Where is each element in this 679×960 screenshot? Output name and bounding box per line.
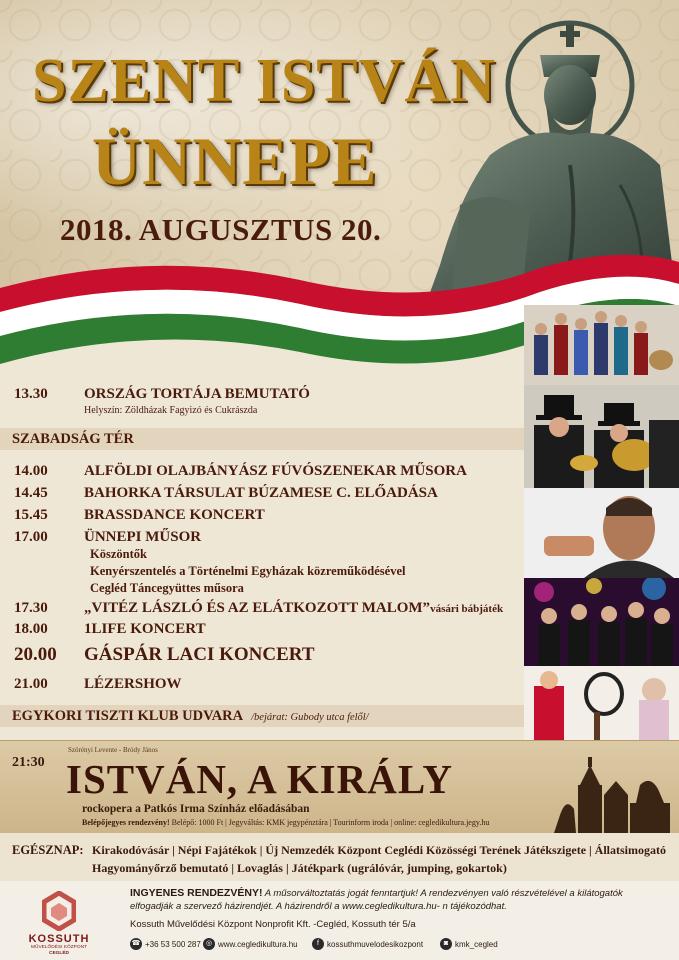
event-1life: 1LIFE KONCERT [84,621,206,637]
puppet-show-photo [524,666,679,743]
phone-contact [130,938,201,950]
time-1730: 17.30 [14,600,48,616]
ticket-info [82,818,489,827]
event-lezershow: LÉZERSHOW [84,676,182,692]
location-note: Helyszín: Zöldházak Fagyizó és Cukrászda [84,405,258,416]
band-concert-photo [524,578,679,666]
time-1700: 17.00 [14,529,48,545]
time-1330: 13.30 [14,386,48,402]
logo-subtitle: MŰVELŐDÉSI KÖZPONT [31,945,87,950]
free-event-bold: INGYENES RENDEZVÉNY! [130,887,263,899]
facebook-icon: f [312,938,324,950]
section-tiszti-klub [0,705,524,727]
folk-dancers-photo [524,305,679,385]
sub-item-kenyerszenteles: Kenyérszentelés a Történelmi Egyházak közreműködésével [90,564,406,578]
section-szabadsag-ter: SZABADSÁG TÉR [0,428,524,450]
title-line1: SZENT ISTVÁN [32,47,496,115]
time-2130: 21:30 [12,755,45,770]
time-1445: 14.45 [14,485,48,501]
time-2100: 21.00 [14,676,48,692]
time-2000: 20.00 [14,644,57,665]
title-line2: ÜNNEPE [92,123,378,199]
event-orszag-tortaja: ORSZÁG TORTÁJA BEMUTATÓ [84,386,310,402]
facebook-contact[interactable] [312,938,423,950]
rock-opera-title: ISTVÁN, A KIRÁLY [66,756,454,802]
event-vitez-laszlo [84,600,503,617]
all-day-line1: Kirakodóvásár | Népi Fajátékok | Új Nemzedék Központ Ceglédi Közösségi Terének Játékszigete | Állatsimogató [92,843,666,857]
ticket-info-bold: Belépőjegyes rendezvény! [82,818,170,827]
kossuth-logo [14,889,104,955]
ticket-info-details: Belépő: 1000 Ft | Jegyváltás: KMK jegypénztára | Tourinform iroda | online: cegledikultura.jegy.hu [169,818,490,827]
instagram-link[interactable]: kmk_cegled [455,939,498,949]
rock-opera-subtitle: rockopera a Patkós Irma Színház előadásában [82,803,310,815]
phone-icon: ☎ [130,938,142,950]
instagram-contact[interactable] [440,938,498,950]
website-link[interactable]: www.cegledikultura.hu [218,939,298,949]
all-day-label: EGÉSZNAP: [12,843,84,857]
kossuth-logo-icon [42,891,76,931]
globe-icon: ◎ [203,938,215,950]
house-rules-text: elfogadják a szervező házirendjét. A házirendről a www.cegledikultura.hu- n tájékozódhat. [130,901,507,912]
sub-item-tancegyuttes: Cegléd Táncegyüttes műsora [90,581,244,595]
logo-city: CEGLÉD [49,951,69,956]
organizer-address: Kossuth Művelődési Központ Nonprofit Kft. -Cegléd, Kossuth tér 5/a [130,919,416,930]
logo-name: KOSSUTH [28,933,90,945]
free-event-text: A műsorváltoztatás jogát fenntartjuk! A rendezvényen való részvételével a kilátogatók [262,888,623,899]
event-bahorka: BAHORKA TÁRSULAT BÚZAMESE C. ELŐADÁSA [84,485,438,501]
event-brassdance: BRASSDANCE KONCERT [84,507,265,523]
time-1800: 18.00 [14,621,48,637]
sub-item-koszontok: Köszöntők [90,547,147,561]
all-day-programs [0,833,679,881]
event-gaspar-laci: GÁSPÁR LACI KONCERT [84,644,315,665]
authors-credit: Szörényi Levente - Bródy János [68,746,158,754]
photo-column [524,305,679,743]
event-unnepi-musor: ÜNNEPI MŰSOR [84,529,202,545]
event-vitez-laszlo-title: „VITÉZ LÁSZLÓ ÉS AZ ELÁTKOZOTT MALOM” [84,600,431,616]
entrance-note: /bejárat: Gubody utca felől/ [251,712,369,723]
all-day-line2: Hagyományőrző bemutató | Lovaglás | Játékpark (ugrálóvár, jumping, gokartok) [92,861,507,875]
house-rules-notice [130,901,507,912]
event-vitez-laszlo-suffix: vásári bábjáték [430,603,504,615]
footer [0,881,679,960]
free-event-notice [130,887,623,899]
event-olajbanyasz: ALFÖLDI OLAJBÁNYÁSZ FÚVÓSZENEKAR MŰSORA [84,463,467,479]
event-date: 2018. AUGUSZTUS 20. [60,212,382,247]
web-contact[interactable] [203,938,298,950]
singer-portrait-photo [524,488,679,578]
time-1400: 14.00 [14,463,48,479]
brass-band-photo [524,385,679,488]
phone-number: +36 53 500 287 [145,939,201,949]
section-tiszti-klub-title: EGYKORI TISZTI KLUB UDVARA [12,708,244,724]
facebook-link[interactable]: kossuthmuvelodesikozpont [327,939,424,949]
time-1545: 15.45 [14,507,48,523]
instagram-icon: ◙ [440,938,452,950]
castle-silhouette [540,745,679,833]
